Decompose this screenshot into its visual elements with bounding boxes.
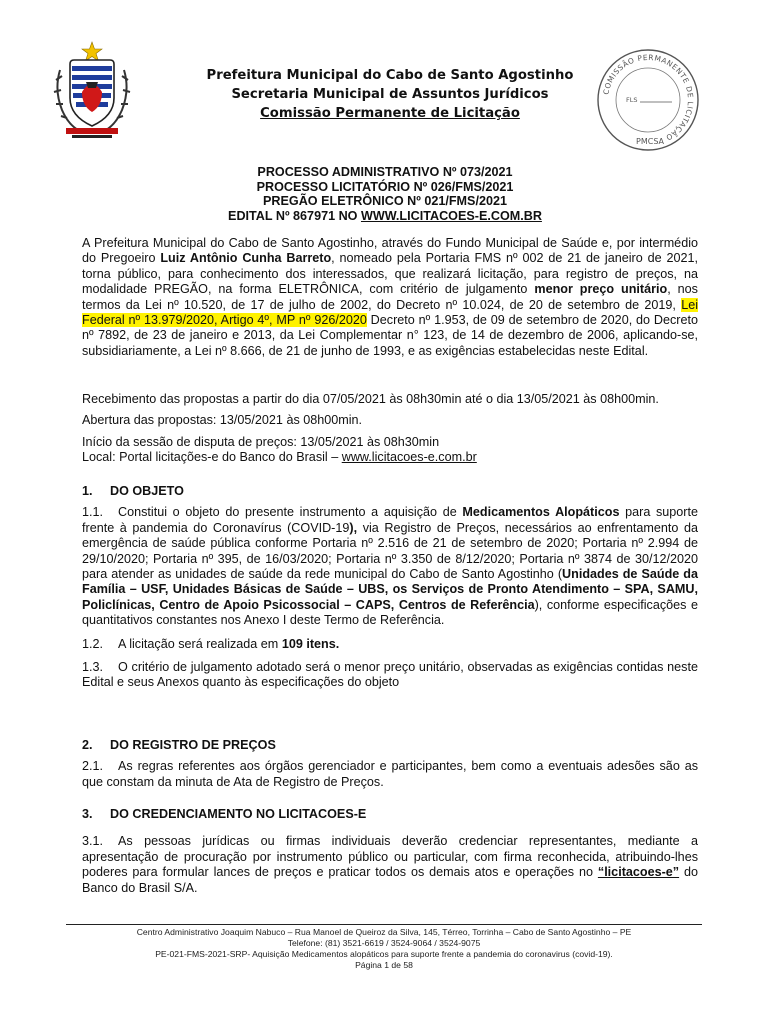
- footer-reference: PE-021-FMS-2021-SRP- Aquisição Medicamentos alopáticos para suporte frente a pandemia do coronavirus (covid-19).: [155, 949, 613, 959]
- stamp-org: PMCSA: [636, 137, 665, 146]
- stamp-ring-text: COMISSÃO PERMANENTE DE LICITAÇÃO: [601, 52, 696, 143]
- portal-link[interactable]: www.licitacoes-e.com.br: [341, 450, 477, 465]
- intro-paragraph: A Prefeitura Municipal do Cabo de Santo Agostinho, através do Fundo Municipal de Saúde e, por intermédio do Pregoeiro Luiz Antônio Cunha Barreto, nomeado pela Portaria FMS nº 002 de 21 de janeiro de 2021, torna público, para conhecimento dos interessados, que realizará licitação, para registro de preços, na modalidade PREGÃO, na forma ELETRÔNICA, com critério de julgamento menor preço unitário, nos termos da Lei nº 10.520, de 17 de julho de 2002, do Decreto nº 10.024, de 20 de setembro de 2019, Lei Federal nº 13.979/2020, Artigo 4º, MP nº 926/2020 Decreto nº 1.953, de 09 de setembro de 2020, do Decreto nº 7892, de 23 de janeiro e 2013, da Lei Complementar n° 123, de 14 de dezembro de 2006, aplicando-se, subsidiariamente, a Lei nº 8.666, de 21 de junho de 1993, e as exigências estabelecidas neste Edital.: [82, 236, 698, 358]
- proposal-receipt: Recebimento das propostas a partir do dia 07/05/2021 às 08h30min até o dia 13/05/2021 às 08h00min.: [82, 392, 659, 406]
- section-3: [82, 807, 698, 896]
- footer-address: Centro Administrativo Joaquim Nabuco – Rua Manoel de Queiroz da Silva, 145, Térreo, Torrinha – Cabo de Santo Agostinho – PE: [136, 927, 632, 937]
- highlighted-law: Lei Federal nº 13.979/2020, Artigo 4º, MP nº 926/2020: [82, 297, 698, 328]
- proposal-opening: Abertura das propostas: 13/05/2021 às 08h00min.: [82, 413, 363, 428]
- pregoeiro-name: Luiz Antônio Cunha Barreto: [160, 251, 332, 266]
- licitacoes-link[interactable]: WWW.LICITACOES-E.COM.BR: [360, 208, 542, 223]
- commission-name: Comissão Permanente de Licitação: [260, 106, 520, 121]
- clause-1-1: 1.1. Constitui o objeto do presente instrumento a aquisição de Medicamentos Alopáticos para suporte frente à pandemia do Coronavírus (COVID-19), via Registro de Preços, necessários ao enfrentamento da emergência de saúde pública conforme Portaria nº 2.516 de 21 de setembro de 2020; Portaria nº 2.994 de 29/10/2020; Portaria nº 395, de 16/03/2020; Portaria nº 3.350 de 8/12/2020; Portaria nº 3874 de 30/12/2020 para atender as unidades de saúde da rede municipal do Cabo de Santo Agostinho (Unidades de Saúde da Família – USF, Unidades Básicas de Saúde – UBS, os Serviços de Pronto Atendimento – SPA, SAMU, Policlínicas, Centro de Apoio Psicossocial – CAPS, Centros de Referência), conforme especificações e quantitativos constantes nos Anexo I deste Termo de Referência.: [82, 505, 699, 628]
- clause-2-1: 2.1. As regras referentes aos órgãos gerenciador e participantes, bem como a eventuais adesões são as que constam da minuta de Ata de Registro de Preços.: [82, 759, 698, 789]
- judgment-criterion: menor preço unitário: [534, 282, 668, 297]
- commission-round-stamp-icon: [592, 46, 704, 154]
- session-start: Início da sessão de disputa de preços: 13/05/2021 às 08h30min: [82, 434, 440, 449]
- clause-1-2: 1.2. A licitação será realizada em 109 itens.: [82, 636, 340, 651]
- administrative-process: PROCESSO ADMINISTRATIVO Nº 073/2021: [257, 165, 513, 179]
- svg-text:COMISSÃO PERMANENTE DE LICITAÇ: [601, 53, 695, 142]
- section-1: [82, 484, 698, 691]
- section-1-heading: 1. DO OBJETO: [82, 484, 184, 498]
- municipal-coat-of-arms-icon: [48, 40, 136, 140]
- electronic-auction: PREGÃO ELETRÔNICO Nº 021/FMS/2021: [263, 194, 507, 208]
- session-location: Local: Portal licitações-e do Banco do Brasil – www.licitacoes-e.com.br: [82, 450, 477, 465]
- process-identification: [120, 165, 650, 223]
- secretariat-name: Secretaria Municipal de Assuntos Jurídicos: [231, 87, 549, 102]
- bidding-process: PROCESSO LICITATÓRIO Nº 026/FMS/2021: [256, 179, 514, 194]
- section-2-heading: 2. DO REGISTRO DE PREÇOS: [82, 738, 276, 752]
- clause-3-1: 3.1. As pessoas jurídicas ou firmas individuais deverão credenciar representantes, mediante a apresentação de procuração por instrumento público ou particular, com firma reconhecida, atribuindo-lhes poderes para formular lances de preços e praticar todos os demais atos e operações no “licitacoes-e” do Banco do Brasil S/A.: [82, 834, 698, 895]
- notice-number: EDITAL Nº 867971 NO WWW.LICITACOES-E.COM.BR: [228, 208, 542, 223]
- clause-1-3: 1.3. O critério de julgamento adotado será o menor preço unitário, observadas as exigências contidas neste Edital e seus Anexos quanto às especificações do objeto: [82, 660, 698, 690]
- section-3-heading: 3. DO CREDENCIAMENTO NO LICITACOES-E: [82, 807, 367, 821]
- stamp-fls: FLS: [626, 96, 638, 104]
- footer-divider: [66, 924, 702, 925]
- schedule: [82, 392, 698, 466]
- institution-header: [150, 66, 630, 123]
- footer-phone: Telefone: (81) 3521-6619 / 3524-9064 / 3524-9075: [287, 938, 481, 948]
- municipality-name: Prefeitura Municipal do Cabo de Santo Agostinho: [206, 68, 574, 83]
- page-footer: [66, 927, 702, 971]
- section-2: [82, 738, 698, 790]
- page-number: Página 1 de 58: [355, 960, 413, 970]
